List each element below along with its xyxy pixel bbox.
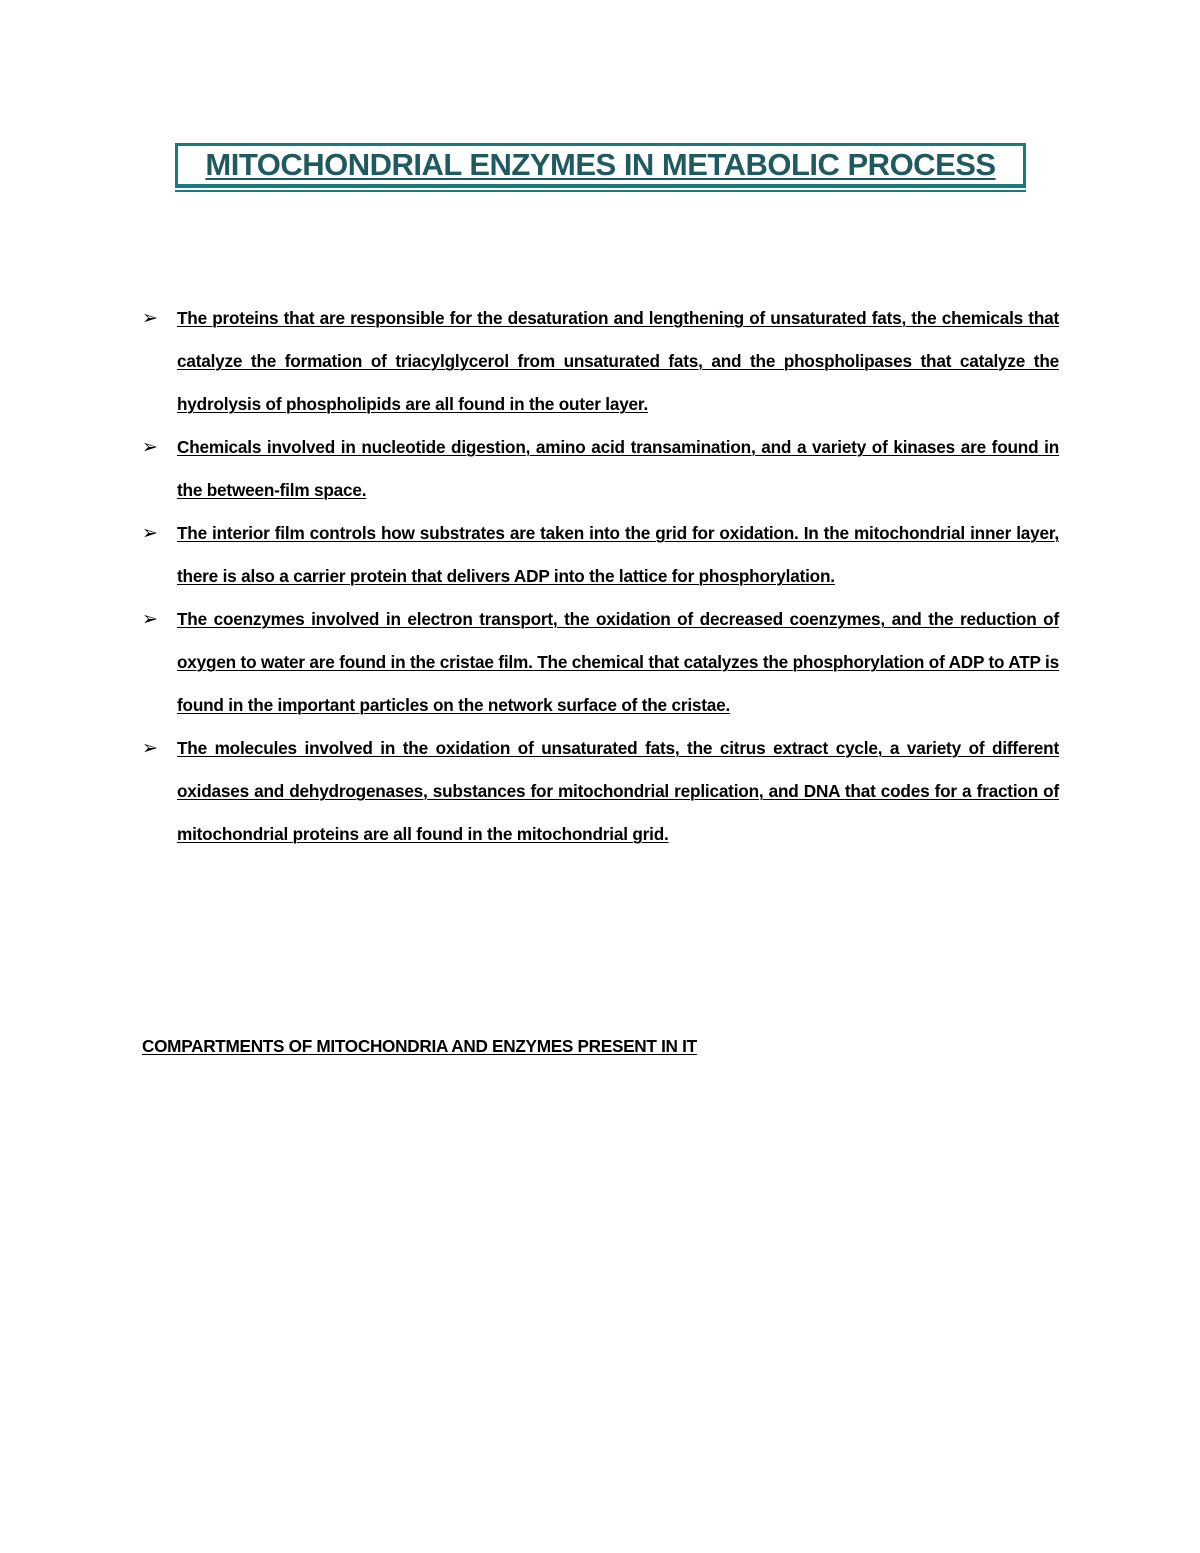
page-title: MITOCHONDRIAL ENZYMES IN METABOLIC PROCESS <box>205 147 996 182</box>
list-item-text: The interior film controls how substrates are taken into the grid for oxidation. In the mitochondrial inner layer, there is also a carrier protein that delivers ADP into the lattice for phosphorylation. <box>177 523 1059 586</box>
arrowhead-bullet-icon: ➢ <box>142 738 158 759</box>
list-item <box>142 727 1059 856</box>
list-item <box>142 512 1059 598</box>
list-item-text: The coenzymes involved in electron transport, the oxidation of decreased coenzymes, and the reduction of oxygen to water are found in the cristae film. The chemical that catalyzes the phosphorylation of ADP to ATP is found in the important particles on the network surface of the cristae. <box>177 609 1059 715</box>
arrowhead-bullet-icon: ➢ <box>142 437 158 458</box>
enzyme-location-list <box>142 297 1059 856</box>
list-item-text: The molecules involved in the oxidation of unsaturated fats, the citrus extract cycle, a variety of different oxidases and dehydrogenases, substances for mitochondrial replication, and DNA that codes for a fraction of mitochondrial proteins are all found in the mitochondrial grid. <box>177 738 1059 844</box>
list-item <box>142 426 1059 512</box>
section-subheading: COMPARTMENTS OF MITOCHONDRIA AND ENZYMES PRESENT IN IT <box>142 1036 697 1056</box>
title-box <box>175 143 1026 188</box>
list-item <box>142 297 1059 426</box>
arrowhead-bullet-icon: ➢ <box>142 308 158 329</box>
arrowhead-bullet-icon: ➢ <box>142 523 158 544</box>
arrowhead-bullet-icon: ➢ <box>142 609 158 630</box>
list-item <box>142 598 1059 727</box>
list-item-text: The proteins that are responsible for the desaturation and lengthening of unsaturated fats, the chemicals that catalyze the formation of triacylglycerol from unsaturated fats, and the phospholipases that catalyze the hydrolysis of phospholipids are all found in the outer layer. <box>177 308 1059 414</box>
list-item-text: Chemicals involved in nucleotide digestion, amino acid transamination, and a variety of kinases are found in the between-film space. <box>177 437 1059 500</box>
